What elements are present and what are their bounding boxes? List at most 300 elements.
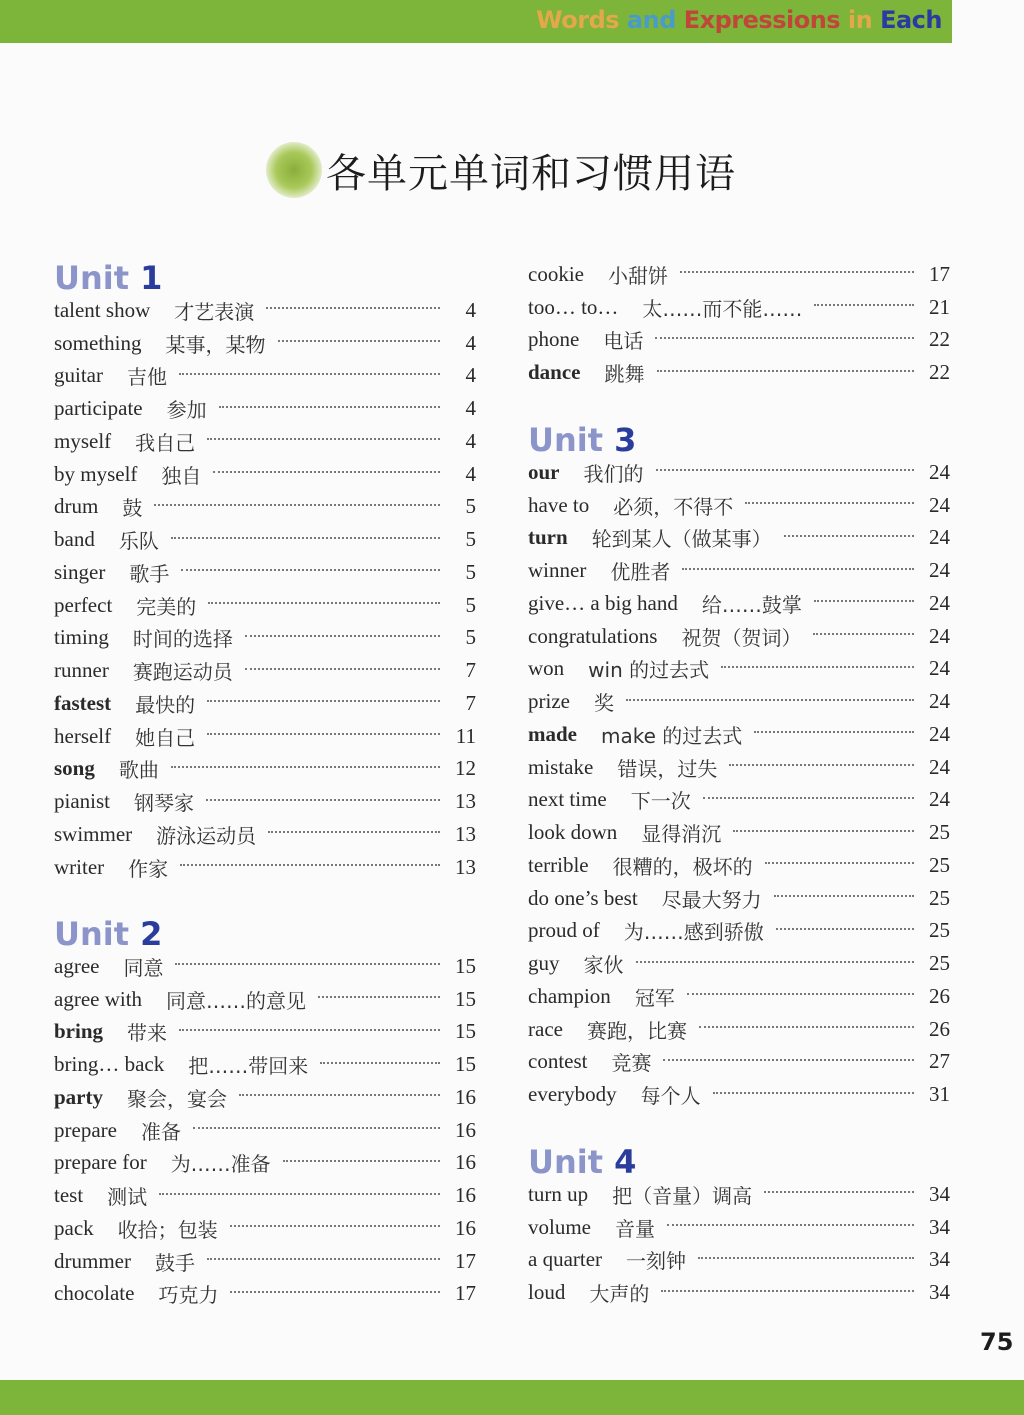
entry-chinese: 必须，不得不 [613, 494, 734, 519]
unit-label: Unit [54, 259, 130, 297]
entry-chinese: 一刻钟 [626, 1249, 687, 1274]
entry-page: 24 [929, 492, 950, 517]
entry-chinese: 每个人 [640, 1084, 701, 1109]
vocab-entry [54, 392, 476, 425]
vocab-entry [54, 753, 476, 786]
entry-english: song [54, 756, 95, 781]
dot-leader [776, 928, 914, 930]
entry-page: 34 [929, 1247, 950, 1272]
dot-leader [283, 1160, 440, 1162]
unit-number: 2 [140, 915, 163, 953]
entry-page: 25 [929, 852, 950, 877]
dot-leader [682, 568, 914, 570]
dot-leader [207, 438, 440, 440]
entry-chinese: 才艺表演 [174, 299, 255, 324]
entry-page: 5 [465, 559, 476, 584]
entry-english: guy [528, 951, 560, 976]
unit-4-list [528, 1178, 950, 1309]
entry-chinese: 家伙 [583, 953, 624, 978]
entry-english: by myself [54, 461, 138, 486]
entry-english: our [528, 459, 560, 484]
entry-chinese: 尽最大努力 [661, 887, 762, 912]
entry-english: runner [54, 658, 109, 683]
dot-leader [657, 370, 915, 372]
entry-page: 22 [929, 360, 950, 385]
entry-page: 25 [929, 918, 950, 943]
entry-chinese: 独自 [161, 463, 202, 488]
dot-leader [774, 895, 914, 897]
entry-chinese: 钢琴家 [134, 791, 194, 816]
dot-leader [278, 340, 441, 342]
entry-page: 25 [929, 951, 950, 976]
vocab-entry [54, 1081, 476, 1114]
entry-page: 24 [929, 590, 950, 615]
vocab-entry [528, 489, 950, 522]
entry-english: prize [528, 689, 570, 714]
banner-title [536, 6, 942, 34]
entry-page: 34 [929, 1280, 950, 1305]
entry-chinese: 太……而不能…… [642, 296, 803, 321]
entry-chinese: 同意 [123, 955, 164, 980]
entry-page: 24 [929, 656, 950, 681]
entry-page: 7 [465, 690, 476, 715]
entry-page: 24 [929, 623, 950, 648]
dot-leader [207, 1258, 440, 1260]
entry-english: contest [528, 1049, 588, 1074]
unit-label: Unit [528, 421, 604, 459]
dot-leader [154, 504, 440, 506]
dot-leader [680, 271, 914, 273]
unit-number: 1 [140, 259, 163, 297]
entry-chinese: 准备 [140, 1119, 181, 1144]
entry-page: 34 [929, 1214, 950, 1239]
vocab-entry [528, 1178, 950, 1211]
entry-page: 22 [929, 327, 950, 352]
entry-chinese: 小甜饼 [607, 263, 668, 288]
entry-chinese: 歌曲 [118, 758, 159, 783]
vocab-entry [54, 1278, 476, 1311]
dot-leader [175, 963, 440, 965]
vocab-entry [528, 587, 950, 620]
entry-chinese: 最快的 [135, 692, 196, 717]
dot-leader [636, 961, 915, 963]
vocab-entry [528, 685, 950, 718]
entry-chinese: 我们的 [583, 461, 644, 486]
entry-chinese: 奖 [593, 691, 614, 716]
entry-english: test [54, 1183, 84, 1208]
dot-leader [784, 535, 914, 537]
entry-english: next time [528, 787, 607, 812]
entry-english: something [54, 330, 142, 355]
entry-page: 24 [929, 721, 950, 746]
vocab-entry [54, 458, 476, 491]
dot-leader [745, 502, 914, 504]
banner-word: in [847, 6, 873, 34]
vocab-entry [528, 718, 950, 751]
vocab-entry [54, 654, 476, 687]
entry-english: swimmer [54, 821, 133, 846]
vocab-entry [528, 1046, 950, 1079]
entry-page: 4 [465, 461, 476, 486]
entry-page: 5 [465, 625, 476, 650]
entry-page: 7 [465, 658, 476, 683]
dot-leader [721, 666, 914, 668]
vocab-entry [528, 291, 950, 324]
entry-english: pianist [54, 789, 110, 814]
dot-leader [213, 471, 440, 473]
entry-english: volume [528, 1214, 591, 1239]
vocab-entry [54, 1048, 476, 1081]
entry-page: 24 [929, 689, 950, 714]
entry-english: champion [528, 983, 611, 1008]
dot-leader [320, 1062, 440, 1064]
dot-leader [814, 600, 914, 602]
entry-chinese: 跳舞 [604, 362, 645, 387]
entry-page: 24 [929, 754, 950, 779]
vocab-entry [528, 882, 950, 915]
dot-leader [698, 1257, 914, 1259]
entry-english: turn up [528, 1181, 589, 1206]
unit-heading-1 [54, 259, 163, 297]
dot-leader [180, 864, 440, 866]
entry-english: bring… back [54, 1052, 165, 1077]
dot-leader [206, 799, 440, 801]
entry-chinese: 鼓手 [154, 1250, 195, 1275]
entry-chinese: 把……带回来 [188, 1054, 309, 1079]
entry-chinese: 竞赛 [611, 1051, 652, 1076]
vocab-entry [528, 258, 950, 291]
entry-page: 27 [929, 1049, 950, 1074]
vocab-entry [54, 491, 476, 524]
vocab-entry [528, 653, 950, 686]
entry-english: do one’s best [528, 885, 638, 910]
vocab-entry [54, 327, 476, 360]
vocab-entry [528, 784, 950, 817]
dot-leader [814, 304, 914, 306]
vocab-entry [54, 1147, 476, 1180]
dot-leader [208, 602, 440, 604]
entry-english: band [54, 527, 95, 552]
entry-chinese: 显得消沉 [641, 822, 722, 847]
entry-chinese: 带来 [127, 1021, 168, 1046]
entry-english: too… to… [528, 294, 619, 319]
entry-page: 25 [929, 820, 950, 845]
unit-3-list [528, 456, 950, 1111]
entry-chinese: 轮到某人（做某事） [591, 527, 772, 552]
unit-2-continued-list [528, 258, 950, 389]
vocab-entry [528, 1276, 950, 1309]
entry-chinese: 冠军 [634, 985, 675, 1010]
entry-chinese: 作家 [128, 856, 169, 881]
banner-word: Expressions [683, 6, 841, 34]
entry-page: 15 [455, 986, 476, 1011]
vocab-entry [528, 947, 950, 980]
unit-1-list [54, 294, 476, 884]
entry-chinese: 聚会，宴会 [127, 1086, 227, 1111]
entry-chinese: 巧克力 [158, 1283, 219, 1308]
entry-chinese: 很糟的，极坏的 [612, 854, 753, 879]
entry-page: 17 [455, 1281, 476, 1306]
dot-leader [765, 862, 914, 864]
entry-page: 34 [929, 1181, 950, 1206]
entry-english: everybody [528, 1082, 617, 1107]
dot-leader [159, 1193, 440, 1195]
vocab-entry [54, 1245, 476, 1278]
vocab-entry [54, 1114, 476, 1147]
dot-leader [179, 1029, 440, 1031]
dot-leader [179, 373, 440, 375]
dot-leader [733, 830, 914, 832]
unit-heading-2 [54, 915, 163, 953]
entry-chinese: 优胜者 [610, 560, 671, 585]
entry-english: singer [54, 559, 106, 584]
entry-chinese: 错误，过失 [617, 756, 718, 781]
entry-english: timing [54, 625, 109, 650]
vocab-entry [528, 620, 950, 653]
footer-banner [0, 1380, 1024, 1415]
entry-english: writer [54, 854, 105, 879]
entry-english: dance [528, 360, 581, 385]
entry-page: 5 [465, 494, 476, 519]
vocab-entry [54, 687, 476, 720]
entry-page: 31 [929, 1082, 950, 1107]
entry-english: participate [54, 396, 143, 421]
entry-chinese: 为……感到骄傲 [623, 920, 764, 945]
vocab-entry [528, 1013, 950, 1046]
entry-page: 24 [929, 525, 950, 550]
entry-page: 26 [929, 1016, 950, 1041]
entry-english: drum [54, 494, 99, 519]
entry-english: made [528, 721, 577, 746]
entry-english: race [528, 1016, 563, 1041]
unit-heading-4 [528, 1143, 637, 1181]
entry-chinese: 某事，某物 [165, 332, 266, 357]
dot-leader [207, 733, 440, 735]
banner-word: Words [536, 6, 620, 34]
vocab-entry [54, 785, 476, 818]
entry-chinese: 鼓 [122, 496, 143, 521]
entry-page: 15 [455, 953, 476, 978]
entry-page: 24 [929, 787, 950, 812]
header-banner [0, 0, 952, 43]
dot-leader [626, 699, 914, 701]
entry-page: 4 [465, 396, 476, 421]
entry-english: won [528, 656, 565, 681]
entry-page: 11 [455, 723, 476, 748]
vocab-entry [54, 983, 476, 1016]
vocab-entry [528, 849, 950, 882]
unit-number: 3 [614, 421, 637, 459]
entry-english: have to [528, 492, 590, 517]
banner-word: and [626, 6, 676, 34]
dot-leader [219, 406, 440, 408]
entry-english: talent show [54, 297, 151, 322]
dot-leader [687, 993, 914, 995]
entry-english: terrible [528, 852, 589, 877]
entry-page: 17 [929, 261, 950, 286]
entry-english: party [54, 1084, 103, 1109]
entry-chinese: 赛跑运动员 [132, 660, 233, 685]
dot-leader [663, 1059, 914, 1061]
entry-chinese: win 的过去式 [588, 658, 710, 683]
vocab-entry [528, 1211, 950, 1244]
entry-page: 5 [465, 592, 476, 617]
entry-page: 5 [465, 527, 476, 552]
vocab-entry [528, 324, 950, 357]
entry-chinese: 电话 [603, 329, 644, 354]
entry-chinese: 下一次 [630, 789, 691, 814]
entry-page: 16 [455, 1183, 476, 1208]
entry-english: give… a big hand [528, 590, 678, 615]
dot-leader [729, 764, 914, 766]
entry-page: 13 [455, 821, 476, 846]
vocab-entry [54, 818, 476, 851]
green-dot-icon [266, 142, 322, 198]
entry-english: perfect [54, 592, 113, 617]
vocab-entry [54, 589, 476, 622]
dot-leader [699, 1026, 914, 1028]
entry-page: 12 [455, 756, 476, 781]
entry-english: agree with [54, 986, 143, 1011]
entry-english: mistake [528, 754, 594, 779]
entry-page: 16 [455, 1150, 476, 1175]
entry-english: chocolate [54, 1281, 135, 1306]
unit-label: Unit [54, 915, 130, 953]
entry-page: 4 [465, 297, 476, 322]
entry-page: 25 [929, 885, 950, 910]
entry-page: 13 [455, 854, 476, 879]
entry-english: guitar [54, 363, 103, 388]
entry-chinese: 测试 [107, 1185, 148, 1210]
dot-leader [268, 831, 440, 833]
vocab-entry [528, 1078, 950, 1111]
entry-english: pack [54, 1215, 94, 1240]
dot-leader [764, 1191, 914, 1193]
banner-word: Each [880, 6, 942, 34]
vocab-entry [54, 294, 476, 327]
vocab-entry [54, 523, 476, 556]
entry-page: 15 [455, 1052, 476, 1077]
vocab-entry [54, 1016, 476, 1049]
vocab-entry [528, 356, 950, 389]
dot-leader [207, 700, 440, 702]
entry-english: myself [54, 428, 112, 453]
vocab-entry [528, 980, 950, 1013]
entry-chinese: 为……准备 [170, 1152, 271, 1177]
dot-leader [230, 1225, 440, 1227]
entry-chinese: 时间的选择 [132, 627, 233, 652]
entry-chinese: 收拾；包装 [117, 1217, 218, 1242]
entry-chinese: 我自己 [135, 430, 196, 455]
dot-leader [318, 996, 440, 998]
dot-leader [171, 766, 440, 768]
dot-leader [667, 1224, 914, 1226]
entry-page: 26 [929, 983, 950, 1008]
unit-heading-3 [528, 421, 637, 459]
entry-english: phone [528, 327, 580, 352]
entry-page: 24 [929, 558, 950, 583]
dot-leader [703, 797, 914, 799]
dot-leader [171, 537, 440, 539]
vocab-entry [54, 720, 476, 753]
entry-chinese: 音量 [615, 1216, 655, 1241]
dot-leader [754, 731, 914, 733]
page-number: 75 [980, 1328, 1014, 1356]
entry-chinese: 乐队 [118, 529, 159, 554]
vocab-entry [528, 554, 950, 587]
entry-chinese: 参加 [166, 398, 207, 423]
entry-chinese: 游泳运动员 [156, 823, 257, 848]
vocab-entry [528, 456, 950, 489]
entry-chinese: 祝贺（贺词） [681, 625, 802, 650]
entry-page: 13 [455, 789, 476, 814]
vocab-entry [54, 425, 476, 458]
dot-leader [266, 307, 440, 309]
vocab-entry [528, 751, 950, 784]
entry-english: turn [528, 525, 568, 550]
entry-chinese: 同意……的意见 [166, 988, 307, 1013]
entry-chinese: 吉他 [126, 365, 167, 390]
vocab-entry [528, 816, 950, 849]
dot-leader [656, 469, 915, 471]
dot-leader [245, 668, 440, 670]
dot-leader [245, 635, 440, 637]
dot-leader [661, 1290, 914, 1292]
vocab-entry [54, 1212, 476, 1245]
entry-page: 4 [465, 330, 476, 355]
entry-chinese: make 的过去式 [601, 723, 743, 748]
page-title: 各单元单词和习惯用语 [326, 150, 736, 197]
entry-page: 21 [929, 294, 950, 319]
entry-chinese: 歌手 [129, 561, 170, 586]
entry-english: bring [54, 1019, 104, 1044]
vocab-entry [528, 522, 950, 555]
entry-page: 4 [465, 428, 476, 453]
unit-2-list [54, 950, 476, 1310]
entry-english: fastest [54, 690, 112, 715]
entry-page: 15 [455, 1019, 476, 1044]
dot-leader [181, 569, 440, 571]
entry-page: 16 [455, 1117, 476, 1142]
dot-leader [713, 1092, 914, 1094]
vocab-entry [54, 1179, 476, 1212]
entry-english: prepare for [54, 1150, 147, 1175]
dot-leader [239, 1094, 440, 1096]
entry-page: 24 [929, 459, 950, 484]
vocab-entry [528, 1244, 950, 1277]
vocab-entry [528, 915, 950, 948]
entry-page: 16 [455, 1084, 476, 1109]
entry-page: 16 [455, 1215, 476, 1240]
vocab-entry [54, 622, 476, 655]
entry-chinese: 赛跑，比赛 [586, 1018, 687, 1043]
entry-chinese: 完美的 [136, 594, 197, 619]
vocab-entry [54, 556, 476, 589]
entry-chinese: 给……鼓掌 [701, 592, 802, 617]
page-title-wrap [266, 140, 736, 200]
dot-leader [655, 337, 914, 339]
vocab-entry [54, 360, 476, 393]
entry-english: prepare [54, 1117, 117, 1142]
entry-page: 4 [465, 363, 476, 388]
unit-label: Unit [528, 1143, 604, 1181]
entry-english: cookie [528, 261, 584, 286]
dot-leader [813, 633, 914, 635]
entry-chinese: 把（音量）调高 [612, 1183, 753, 1208]
entry-english: drummer [54, 1248, 131, 1273]
entry-english: a quarter [528, 1247, 603, 1272]
entry-english: winner [528, 558, 587, 583]
